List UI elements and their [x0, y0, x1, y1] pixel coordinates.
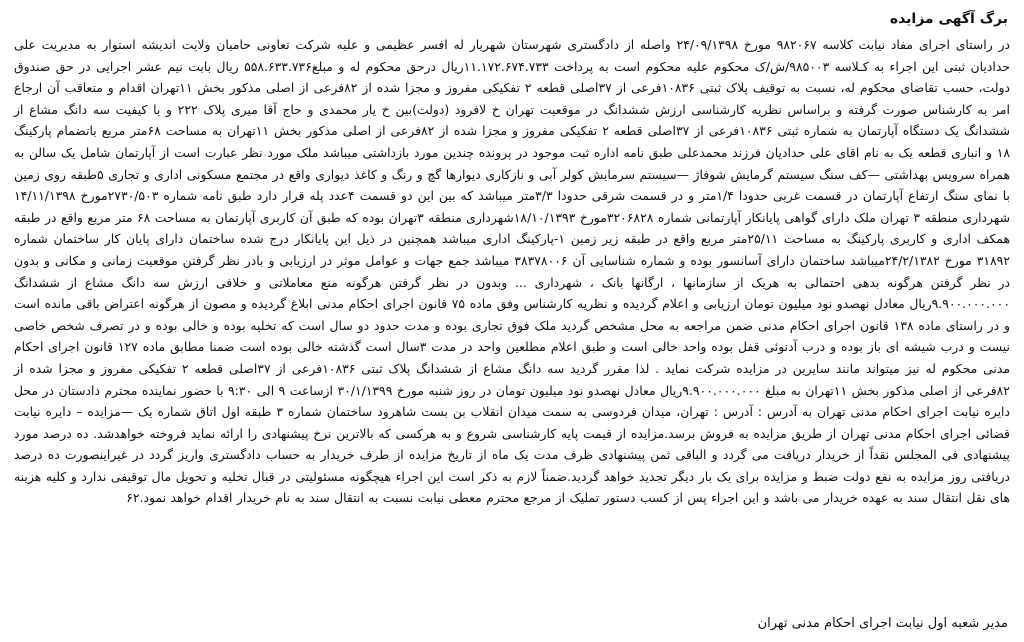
notice-body-text: در راستای اجرای مفاد نیابت کلاسه ۹۸۲۰۶۷ مورخ ۲۴/۰۹/۱۳۹۸ واصله از دادگستری شهرستان شهریار له افسر عظیمی و علیه شرکت تعاونی حامیان ولایت اندیشه استوار به مدیریت علی حدادیان ثبتی این اجراء به کـلاسه ۹۸۵۰۰۳/ش/ک محکوم علیه محکوم است به پرداخت ۱۱.۱۷۲.۶۷۴.۷۳۳ریال درحق محکوم له و مبلغ۵۵۸.۶۳۳.۷۳۶ ریال بابت نیم عشر اجرایی در حق صندوق دولت، حسب تقاضای محکوم له، نسبت به توقیف پلاک ثبتی ۱۰۸۳۶فرعی از ۳۷اصلی قطعه ۲ تفکیکی مفروز و مجزا شده از ۸۲فرعی از اصلی مذکور بخش ۱۱تهران اقدام و متعاقب آن ارجاع امر به کارشناس صورت گرفته و براساس نظریه کارشناسی ارزش ششدانگ در موقعیت تهران خ لافرود (دولت)بین خ یار محمدی و حاج آقا میری پلاک ۲۲۲ و با کیفیت سه دانگ مشاع از ششدانگ یک دستگاه آپارتمان به شماره ثبتی ۱۰۸۳۶فرعی از ۳۷اصلی قطعه ۲ تفکیکی مفروز و مجزا شده از ۸۲فرعی از اصلی مذکور بخش ۱۱تهران به مساحت ۶۸متر مربع باتضمام پارکینگ ۱۸ و انباری قطعه یک به نام اقای علی حدادیان فرزند محمدعلی طبق نامه اداره ثبت موجود در پرونده چندین مورد بازداشتی میباشد ملک مورد نظر عبارت است از آپارتمان شامل یک سالن به همراه سرویس بهداشتی —کف سنگ سیستم گرمایش شوفاژ —سیستم سرمایش کولر آبی و نازکاری دیوارها گچ و رنگ و کاغذ دیواری واقع در مجتمع مسکونی اداری و تجاری ۵طبقه روی زمین با نمای سنگ ارتفاع آپارتمان در قسمت غربی حدودا ۱/۴متر و در قسمت شرقی حدودا ۳/۳متر میباشد که بین این دو قسمت ۴عدد پله قرار دارد طبق نامه شماره ۲۷۳۰/۵۰۳مورخ ۱۴/۱۱/۱۳۹۸ شهرداری منطقه ۳ تهران ملک دارای گواهی پایانکار آپارتمانی شماره ۳۲۰۶۸۲۸مورخ ۱۸/۱۰/۱۳۹۳شهرداری منطقه ۳تهران بوده که طبق آن کاربری آپارتمان به مساحت ۶۸ متر مربع واقع در طبقه همکف اداری و کاربری پارکینگ به مساحت ۲۵/۱۱متر مربع واقع در طبقه زیر زمین ۱-پارکینگ اداری میباشد همچنین در ذیل این پایانکار درج شده ساختمان دارای پایان کار ساختمان شماره ۳۱۸۹۲ مورخ ۲۴/۲/۱۳۸۲میباشد ساختمان دارای آسانسور بوده و شماره شناسایی آن ۳۸۳۷۸۰۰۶ میباشد جمع جهات و عوامل موثر در ارزیابی و بادر نظر گرفتن موقعیت زمانی و مکانی و بدون در نظر گرفتن هرگونه بدهی احتمالی به هریک از سازمانها ، ارگانها بانک ، شهرداری ... وبدون در نظر گرفتن هرگونه منع معاملاتی و خلافی ارزش سه دانگ مشاع از ششدانگ ۹.۹۰۰.۰۰۰.۰۰۰ریال معادل نهصدو نود میلیون تومان ارزیابی و اعلام گردیده و نظریه کارشناس وفق ماده ۷۵ قانون اجرای احکام مدنی ابلاغ گردیده و مصون از هرگونه اعتراض باقی مانده است و در راستای ماده ۱۳۸ قانون اجرای احکام مدنی ضمن مراجعه به محل مشخص گردید ملک فوق تجاری بوده و مدت حدود دو سال است که تخلیه بوده و خالی بوده و در تصرف شخص خاصی نیست و درب شیشه ای باز بوده و درب آدنوئی قفل بوده واحد خالی است و طبق اعلام مطلعین واحد در مدت ۳سال است گذشته خالی بوده است ضمنا مطابق ماده ۱۲۷ قانون اجرای احکام مدنی محکوم له نیز میتواند مانند سایرین در مزایده شرکت نماید . لذا مقرر گردید سه دانگ مشاع از ششدانگ پلاک ثبتی ۱۰۸۳۶فرعی از ۳۷اصلی قطعه ۲ تفکیکی مفروز و مجزا شده از ۸۲فرعی از اصلی مذکور بخش ۱۱تهران به مبلغ ۹.۹۰۰.۰۰۰.۰۰۰ریال معادل نهصدو نود میلیون تومان در روز شنبه مورخ ۳۰/۱/۱۳۹۹ ازساعت ۹ الی ۹:۳۰ با حضور نماینده محترم دادستان در محل دایره نیابت اجرای احکام مدنی تهران به آدرس : آدرس : تهران، میدان فردوسی به سمت میدان انقلاب بن بست شاهرود ساختمان شماره ۳ طبقه اول اتاق شماره یک —مزایده – دایره نیابت قضائی اجرای احکام مدنی تهران از طریق مزایده به فروش برسد.مزایده از قیمت پایه کارشناسی شروع و به هرکسی که بالاترین نرخ پیشنهادی را ارائه نماید فروخته خواهدشد. ده درصد مورد پیشنهادی فی المجلس نقداً از خریدار دریافت می گردد و الباقی ثمن پیشنهادی ظرف مدت یک ماه از تاریخ مزایده از طرف خریدار به حساب دادگستری واریز گردد در غیراینصورت ده درصد دریافتی روز مزایده به نفع دولت ضبط و مزایده برای یک بار دیگر تجدید خواهد گردید.ضمناً لازم به ذکر است این اجراء هیچگونه مسئولیتی در قبال تخلیه و تحویل مال توقیفی ندارد و کلیه هزینه های نقل انتقال سند به عهده خریدار می باشد و این اجراء پس از کسب دستور تملیک از مرجع محترم معطی نیابت نسبت به انتقال سند به نام خریدار اقدام خواهد نمود.۶۲ — [14, 37, 1011, 506]
notice-title: برگ آگهی مزایده — [889, 11, 1008, 27]
signature-line: مدیر شعبه اول نیابت اجرای احکام مدنی تهران — [757, 616, 1008, 631]
